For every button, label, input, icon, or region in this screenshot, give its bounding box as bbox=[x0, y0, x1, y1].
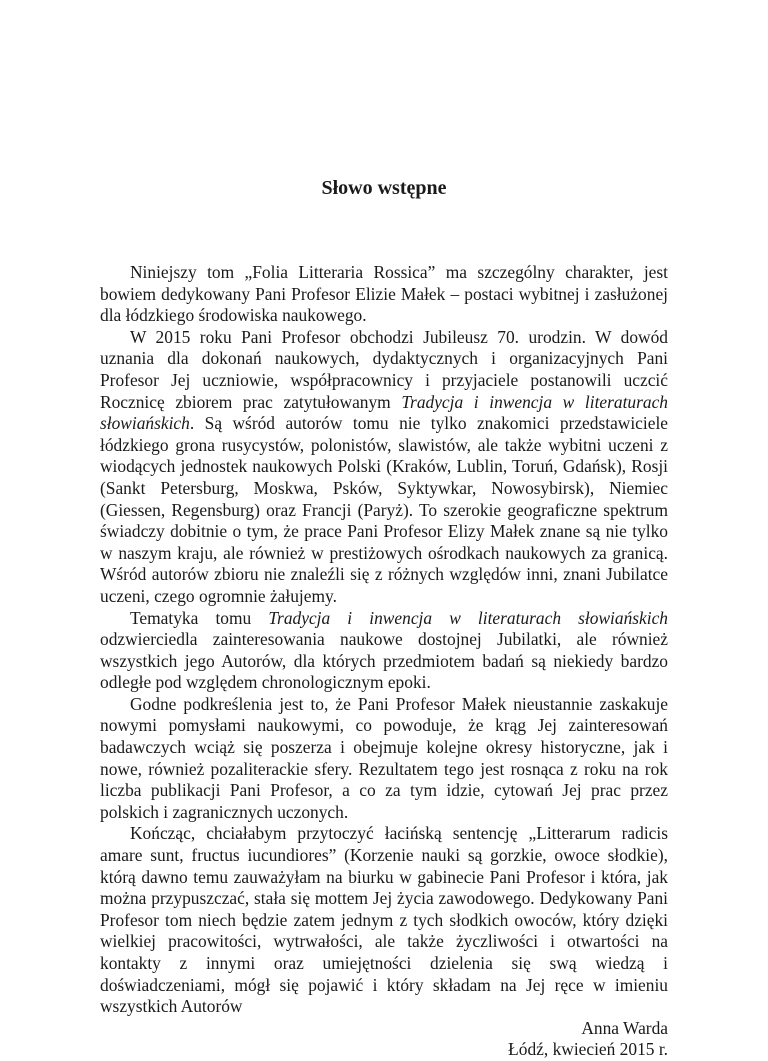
paragraph-3 bbox=[100, 608, 668, 694]
paragraph-2-book-title: Tradycja i inwencja w literaturach słowiańskich bbox=[100, 391, 668, 434]
document-body bbox=[100, 262, 668, 1061]
document-page bbox=[100, 0, 668, 1060]
signature-place-date: Łódź, kwiecień 2015 r. bbox=[508, 1039, 668, 1060]
signature-author: Anna Warda bbox=[581, 1017, 668, 1038]
paragraph-3-text-a: Tematyka tomu bbox=[130, 607, 269, 628]
paragraph-5: Kończąc, chciałabym przytoczyć łacińską sentencję „Litterarum radicis amare sunt, fructus iucundiores” (Korzenie nauki są gorzkie, owoce słodkie), którą dawno temu zauważyłam na biurku w gabinecie Pani Profesor i która, jak można przypuszczać, stała się mottem Jej życia zawodowego. Dedykowany Pani Profesor tom niech będzie zatem jednym z tych słodkich owoców, który dzięki wielkiej pracowitości, wytrwałości, ale także życzliwości i otwartości na kontakty z innymi oraz umiejętności dzielenia się swą wiedzą i doświadczeniami, mógł się pojawić i który składam na Jej ręce w imieniu wszystkich Autorów bbox=[100, 823, 668, 1017]
paragraph-2 bbox=[100, 327, 668, 608]
paragraph-2-text-b: . Są wśród autorów tomu nie tylko znakomici przedstawiciele łódzkiego grona rusycystów, polonistów, slawistów, ale także wybitni uczeni z wiodących jednostek naukowych Polski (Kraków, Lublin, Toruń, Gdańsk), Rosji (Sankt Petersburg, Moskwa, Psków, Syktywkar, Nowosybirsk), Niemiec (Giessen, Regensburg) oraz Francji (Paryż). To szerokie geograficzne spektrum świadczy dobitnie o tym, że prace Pani Profesor Elizy Małek znane są nie tylko w naszym kraju, ale również w prestiżowych ośrodkach naukowych za granicą. Wśród autorów zbioru nie znaleźli się z różnych względów inni, znani Jubilatce uczeni, czego ogromnie żałujemy. bbox=[100, 413, 668, 606]
paragraph-3-book-title: Tradycja i inwencja w literaturach słowiańskich bbox=[268, 607, 668, 628]
paragraph-2-text-a: W 2015 roku Pani Profesor obchodzi Jubileusz 70. urodzin. W dowód uznania dla dokonań naukowych, dydaktycznych i organizacyjnych Pani Profesor Jej uczniowie, współpracownicy i przyjaciele postanowili uczcić Rocznicę zbiorem prac zatytułowanym bbox=[100, 326, 668, 412]
paragraph-1: Niniejszy tom „Folia Litteraria Rossica” ma szczególny charakter, jest bowiem dedykowany Pani Profesor Elizie Małek – postaci wybitnej i zasłużonej dla łódzkiego środowiska naukowego. bbox=[100, 262, 668, 326]
paragraph-4: Godne podkreślenia jest to, że Pani Profesor Małek nieustannie zaskakuje nowymi pomysłami naukowymi, co powoduje, że krąg Jej zainteresowań badawczych wciąż się poszerza i obejmuje kolejne okresy historyczne, jak i nowe, również pozaliterackie sfery. Rezultatem tego jest rosnąca z roku na rok liczba publikacji Pani Profesor, a co za tym idzie, cytowań Jej prac przez polskich i zagranicznych uczonych. bbox=[100, 693, 668, 822]
page-title: Słowo wstępne bbox=[321, 177, 447, 199]
paragraph-3-text-b: odzwierciedla zainteresowania naukowe dostojnej Jubilatki, ale również wszystkich jego Autorów, dla których przedmiotem badań są niekiedy bardzo odległe pod względem chronologicznym epoki. bbox=[100, 629, 668, 693]
